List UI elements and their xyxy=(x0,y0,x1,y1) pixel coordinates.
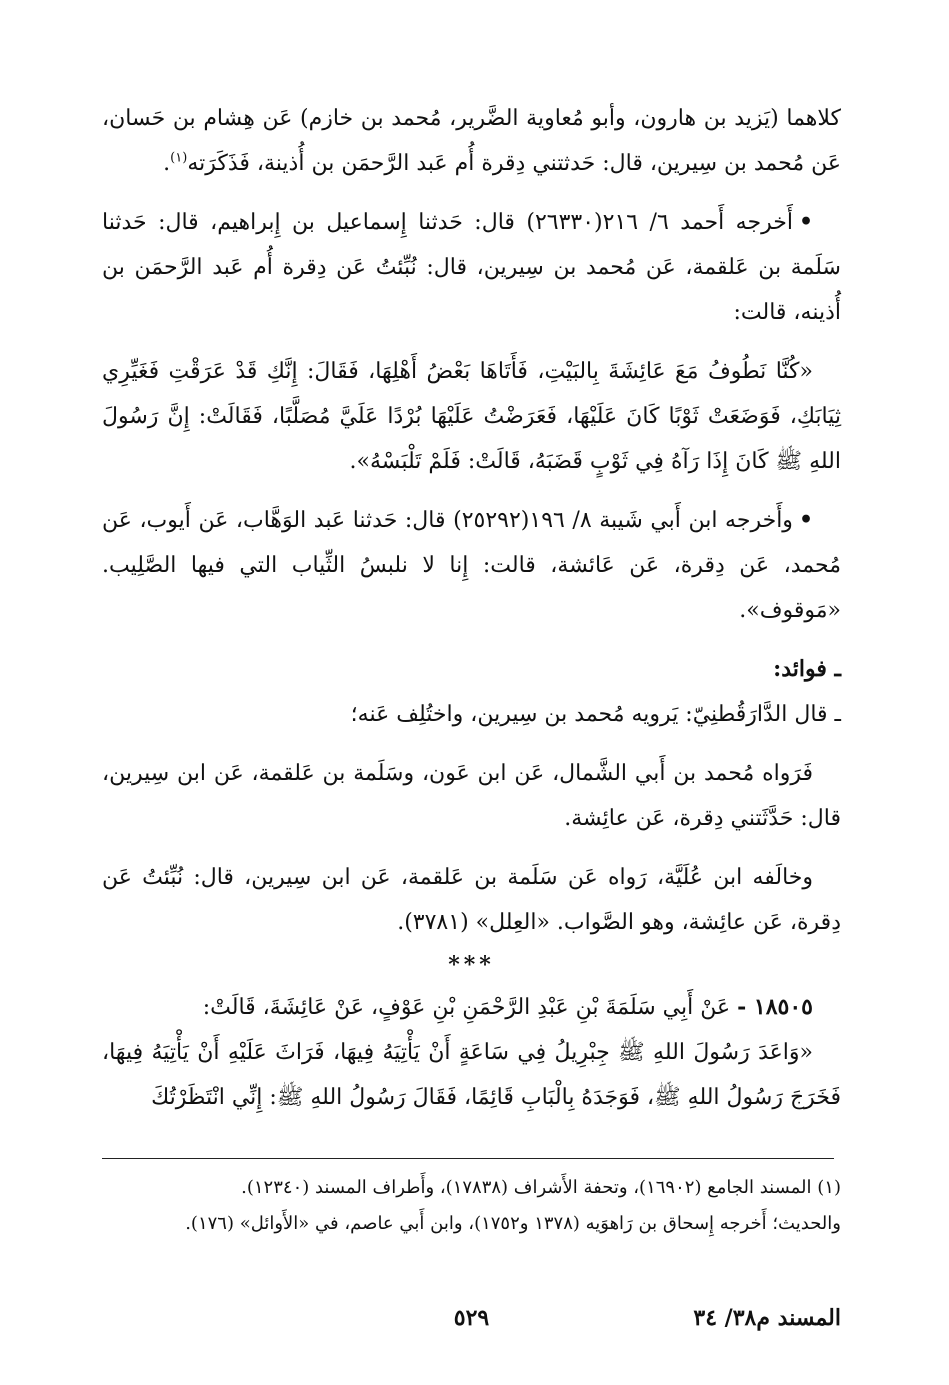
paragraph-ibn-abi-shayba xyxy=(102,498,841,633)
paragraph-chain: كلاهما (يَزيد بن هارون، وأبو مُعاوية الضَّرير، مُحمد بن خازم) عَن هِشام بن حَسان، عَن مُحمد بن سِيرين، قال: حَدثتني دِقرة أُم عَبد الرَّحمَن بن أُذينة، فَذَكَرَته$^{(١)}$. xyxy=(102,106,841,176)
footnote-divider xyxy=(102,1158,834,1159)
section-separator: *** xyxy=(448,952,495,978)
paragraph-ahmad xyxy=(102,200,841,335)
fawaid-heading: ـ فوائد: xyxy=(773,656,841,682)
page-number: ٥٢٩ xyxy=(453,1305,490,1331)
hadith-number: ١٨٥٠٥ - xyxy=(737,994,813,1020)
page-footer xyxy=(102,1305,841,1345)
paragraph-ahmad-text: أَخرجه أَحمد ٦/ ٢١٦(٢٦٣٣٠) قال: حَدثنا إِسماعيل بن إِبراهيم، قال: حَدثنا سَلَمة بن عَلقمة، عَن مُحمد بن سِيرين، قال: نُبِّئتُ عَن دِقرة أُم عَبد الرَّحمَن بن أُذينه، قالت: xyxy=(102,210,841,325)
bullet-icon: • xyxy=(798,507,813,533)
paragraph-riwaya-2: وخالَفه ابن عُلَيَّة، رَواه عَن سَلَمة بن عَلقمة، عَن ابن سِيرين، قال: نُبِّئتُ عَن دِقرة، عَن عائِشة، وهو الصَّواب. «العِلل» (٣٧٨١). xyxy=(102,865,841,935)
paragraph-ibn-abi-shayba-text: وأَخرجه ابن أَبي شَيبة ٨/ ١٩٦(٢٥٢٩٢) قال: حَدثنا عَبد الوَهَّاب، عَن أَيوب، عَن مُحمد، عَن دِقرة، عَن عَائشة، قالت: إِنا لا نلبسُ الثِّياب التي فيها الصَّلِيب. «مَوقوف». xyxy=(102,508,841,623)
footnote-2: والحديث؛ أَخرجه إِسحاق بن رَاهوَيه (١٣٧٨ و١٧٥٢)، وابن أَبي عاصم، في «الأَوائل» (١٧٦). xyxy=(185,1213,841,1234)
hadith-header-text: عَنْ أَبِي سَلَمَةَ بْنِ عَبْدِ الرَّحْمَنِ بْنِ عَوْفٍ، عَنْ عَائِشَةَ، قَالَتْ: xyxy=(202,995,731,1020)
hadith-text-2: «وَاعَدَ رَسُولَ اللهِ ﷺ جِبْرِيلُ فِي سَاعَةٍ أَنْ يَأْتِيَهُ فِيهَا، فَرَاثَ عَلَيْهِ أَنْ يَأْتِيَهُ فِيهَا، فَخَرَجَ رَسُولُ اللهِ ﷺ، فَوَجَدَهُ بِالْبَابِ قَائِمًا، فَقَالَ رَسُولُ اللهِ ﷺ: إِنِّي انْتَظَرْتُكَ xyxy=(102,1040,841,1110)
book-reference: المسند م٣٨/ ٣٤ xyxy=(693,1305,841,1331)
paragraph-daraqutni: ـ قال الدَّارَقُطنِيّ: يَرويه مُحمد بن سِيرين، واختُلِف عَنه؛ xyxy=(350,702,841,727)
paragraph-chain-text: كلاهما (يَزيد بن هارون، وأبو مُعاوية الضَّرير، مُحمد بن خازم) عَن هِشام بن حَسان، عَن مُحمد بن سِيرين، قال: حَدثتني دِقرة أُم عَبد الرَّحمَن بن أُذينة، فَذَكَرَته xyxy=(102,106,841,176)
paragraph-riwaya-1: فَرَواه مُحمد بن أَبي الشَّمال، عَن ابن عَون، وسَلَمة بن عَلقمة، عَن ابن سِيرين، قال: حَدَّثَتني دِقرة، عَن عائِشة. xyxy=(102,761,841,831)
hadith-text-1: «كُنَّا نَطُوفُ مَعَ عَائِشَةَ بِالبَيْتِ، فَأَتَاهَا بَعْضُ أَهْلِهَا، فَقَالَ: إِنَّكِ قَدْ عَرَقْتِ فَغَيِّرِي ثِيَابَكِ، فَوَضَعَتْ ثَوْبًا كَانَ عَلَيْهَا، فَعَرَضْتُ عَلَيْهَا بُرْدًا عَلَيَّ مُصَلَّبًا، فَقَالَتْ: إِنَّ رَسُولَ اللهِ ﷺ كَانَ إِذَا رَآهُ فِي ثَوْبٍ قَضَبَهُ، قَالَتْ: فَلَمْ تَلْبَسْهُ». xyxy=(102,359,841,474)
footnote-1: (١) المسند الجامع (١٦٩٠٢)، وتحفة الأَشراف (١٧٨٣٨)، وأَطراف المسند (١٢٣٤٠). xyxy=(241,1177,841,1198)
bullet-icon: • xyxy=(798,209,813,235)
footnote-marker: (١) xyxy=(170,150,188,166)
footnotes xyxy=(102,1170,841,1242)
hadith-header xyxy=(102,985,841,1030)
main-text xyxy=(102,96,841,1120)
